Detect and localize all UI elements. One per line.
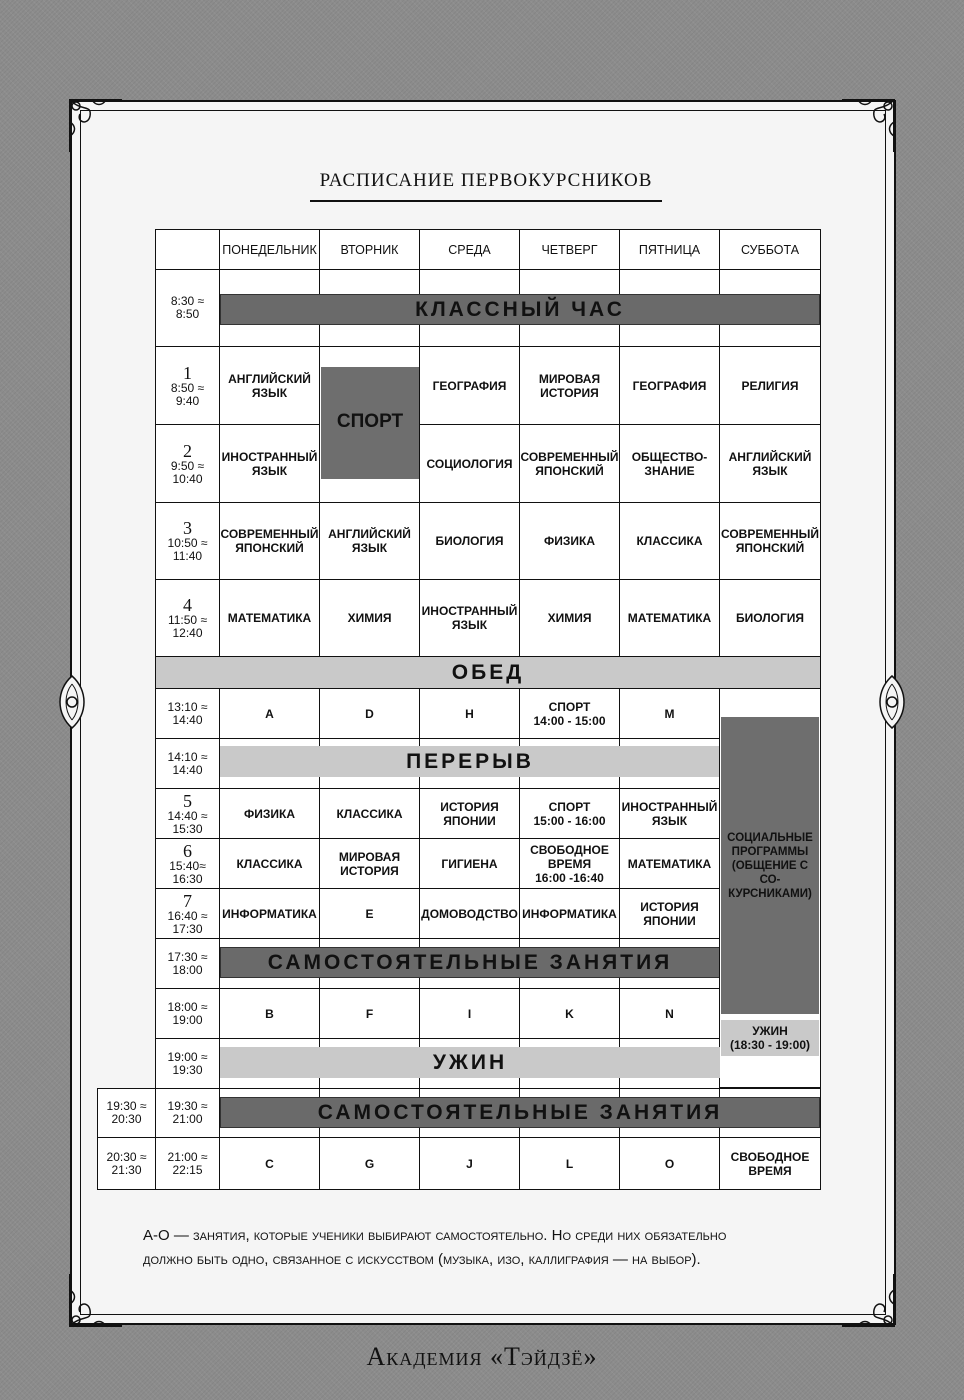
social-programs-block: СОЦИАЛЬНЫЕ ПРОГРАММЫ (ОБЩЕНИЕ С СО- КУРСНИКАМИ) xyxy=(721,717,819,1014)
band-homeroom: КЛАССНЫЙ ЧАС xyxy=(220,294,820,325)
schedule-cell: КЛАССИКА xyxy=(219,838,320,889)
schedule-cell: K xyxy=(519,988,620,1039)
day-header: ЧЕТВЕРГ xyxy=(519,229,620,270)
schedule-cell: G xyxy=(319,1137,420,1190)
time-cell: 18:00 ≈ 19:00 xyxy=(155,988,220,1039)
schedule-cell: ДОМОВОДСТВО xyxy=(419,888,520,939)
time-cell: 17:30 ≈ 18:00 xyxy=(155,938,220,989)
period-time: 9:50 ≈ 10:40 xyxy=(170,458,205,486)
schedule-cell: ИСТОРИЯ ЯПОНИИ xyxy=(619,888,720,939)
note-line: должно быть одно, связанное с искусством (музыка, изо, каллиграфия — на выбор). xyxy=(143,1251,701,1268)
band-lunch: ОБЕД xyxy=(156,657,820,688)
time-cell xyxy=(155,838,220,889)
day-header: СУББОТА xyxy=(719,229,821,270)
time-cell: 13:10 ≈ 14:40 xyxy=(155,688,220,739)
schedule-cell: РЕЛИГИЯ xyxy=(719,346,821,425)
schedule-cell: БИОЛОГИЯ xyxy=(419,502,520,580)
period-number: 2 xyxy=(183,440,192,461)
schedule-cell: ИНФОРМАТИКА xyxy=(219,888,320,939)
schedule-cell: ИНОСТРАННЫЙ ЯЗЫК xyxy=(219,424,320,503)
schedule-cell: СПОРТ 14:00 - 15:00 xyxy=(519,688,620,739)
schedule-cell: O xyxy=(619,1137,720,1190)
period-number: 6 xyxy=(183,840,192,861)
schedule-cell: АНГЛИЙСКИЙ ЯЗЫК xyxy=(719,424,821,503)
schedule-cell: СПОРТ 15:00 - 16:00 xyxy=(519,788,620,839)
sport-block: СПОРТ xyxy=(321,367,419,479)
time-cell: 14:10 ≈ 14:40 xyxy=(155,738,220,789)
schedule-cell: D xyxy=(319,688,420,739)
schedule-cell: ФИЗИКА xyxy=(519,502,620,580)
schedule-cell: A xyxy=(219,688,320,739)
schedule-cell: АНГЛИЙСКИЙ ЯЗЫК xyxy=(319,502,420,580)
time-cell: 19:30 ≈ 21:00 xyxy=(155,1088,220,1138)
schedule-cell: СОЦИОЛОГИЯ xyxy=(419,424,520,503)
schedule-cell: СОВРЕМЕННЫЙ ЯПОНСКИЙ xyxy=(519,424,620,503)
schedule-cell: ИНОСТРАННЫЙ ЯЗЫК xyxy=(619,788,720,839)
schedule-cell: N xyxy=(619,988,720,1039)
schedule-cell: ФИЗИКА xyxy=(219,788,320,839)
schedule-cell: J xyxy=(419,1137,520,1190)
time-cell: 19:30 ≈ 20:30 xyxy=(97,1088,156,1138)
schedule-cell: ХИМИЯ xyxy=(319,579,420,657)
schedule-cell: АНГЛИЙСКИЙ ЯЗЫК xyxy=(219,346,320,425)
time-cell xyxy=(155,346,220,425)
time-cell: 8:30 ≈ 8:50 xyxy=(155,269,220,347)
day-header: СРЕДА xyxy=(419,229,520,270)
saturday-dinner: УЖИН (18:30 - 19:00) xyxy=(721,1020,819,1056)
time-cell xyxy=(155,502,220,580)
corner-cell xyxy=(155,229,220,270)
time-cell: 20:30 ≈ 21:30 xyxy=(97,1137,156,1190)
period-number: 4 xyxy=(183,595,192,615)
schedule-cell: ИНФОРМАТИКА xyxy=(519,888,620,939)
schedule-cell: СОВРЕМЕННЫЙ ЯПОНСКИЙ xyxy=(219,502,320,580)
schedule-cell: M xyxy=(619,688,720,739)
schedule-cell: ГЕОГРАФИЯ xyxy=(419,346,520,425)
schedule-note xyxy=(143,1224,843,1272)
schedule-cell: МИРОВАЯ ИСТОРИЯ xyxy=(319,838,420,889)
schedule-cell: МАТЕМАТИКА xyxy=(619,838,720,889)
period-time: 8:50 ≈ 9:40 xyxy=(170,380,205,408)
schedule-cell: ОБЩЕСТВО- ЗНАНИЕ xyxy=(619,424,720,503)
period-number: 7 xyxy=(183,890,192,911)
band-study: САМОСТОЯТЕЛЬНЫЕ ЗАНЯТИЯ xyxy=(220,1097,820,1128)
schedule-cell: МИРОВАЯ ИСТОРИЯ xyxy=(519,346,620,425)
period-number: 1 xyxy=(183,362,192,383)
schedule-cell: H xyxy=(419,688,520,739)
schedule-cell: I xyxy=(419,988,520,1039)
period-time: 10:50 ≈ 11:40 xyxy=(167,536,208,563)
schedule-cell: ГИГИЕНА xyxy=(419,838,520,889)
period-time: 11:50 ≈ 12:40 xyxy=(167,613,208,640)
schedule-cell: F xyxy=(319,988,420,1039)
day-header: ВТОРНИК xyxy=(319,229,420,270)
schedule-cell: СОВРЕМЕННЫЙ ЯПОНСКИЙ xyxy=(719,502,821,580)
band-study: САМОСТОЯТЕЛЬНЫЕ ЗАНЯТИЯ xyxy=(220,947,720,978)
schedule-cell: КЛАССИКА xyxy=(319,788,420,839)
schedule-cell: ИНОСТРАННЫЙ ЯЗЫК xyxy=(419,579,520,657)
period-time: 15:40≈ 16:30 xyxy=(169,858,206,886)
schedule-cell: C xyxy=(219,1137,320,1190)
schedule-cell: МАТЕМАТИКА xyxy=(619,579,720,657)
schedule-cell: ИСТОРИЯ ЯПОНИИ xyxy=(419,788,520,839)
period-time: 16:40 ≈ 17:30 xyxy=(167,908,208,936)
note-line: А-О — занятия, которые ученики выбирают самостоятельно. Но среди них обязательно xyxy=(143,1227,727,1244)
schedule-cell: ХИМИЯ xyxy=(519,579,620,657)
schedule-cell: КЛАССИКА xyxy=(619,502,720,580)
period-number: 5 xyxy=(183,790,192,811)
period-time: 14:40 ≈ 15:30 xyxy=(167,808,208,836)
schedule-cell: B xyxy=(219,988,320,1039)
period-number: 3 xyxy=(183,518,192,538)
day-header: ПЯТНИЦА xyxy=(619,229,720,270)
schedule-cell: E xyxy=(319,888,420,939)
band-break: ПЕРЕРЫВ xyxy=(220,746,720,777)
band-dinner: УЖИН xyxy=(220,1047,720,1078)
day-header: ПОНЕДЕЛЬНИК xyxy=(219,229,320,270)
schedule-cell: L xyxy=(519,1137,620,1190)
time-cell: 21:00 ≈ 22:15 xyxy=(155,1137,220,1190)
time-cell xyxy=(155,888,220,939)
schedule-cell: ГЕОГРАФИЯ xyxy=(619,346,720,425)
time-cell: 19:00 ≈ 19:30 xyxy=(155,1038,220,1089)
schedule-cell: МАТЕМАТИКА xyxy=(219,579,320,657)
page-title: РАСПИСАНИЕ ПЕРВОКУРСНИКОВ xyxy=(319,170,653,191)
time-cell xyxy=(155,424,220,503)
time-cell xyxy=(155,579,220,657)
schedule-cell: БИОЛОГИЯ xyxy=(719,579,821,657)
schedule-cell: СВОБОДНОЕ ВРЕМЯ 16:00 -16:40 xyxy=(519,838,620,889)
academy-name: Академия «Тэйдзё» xyxy=(366,1342,598,1371)
schedule-cell: СВОБОДНОЕ ВРЕМЯ xyxy=(719,1137,821,1190)
time-cell xyxy=(155,788,220,839)
